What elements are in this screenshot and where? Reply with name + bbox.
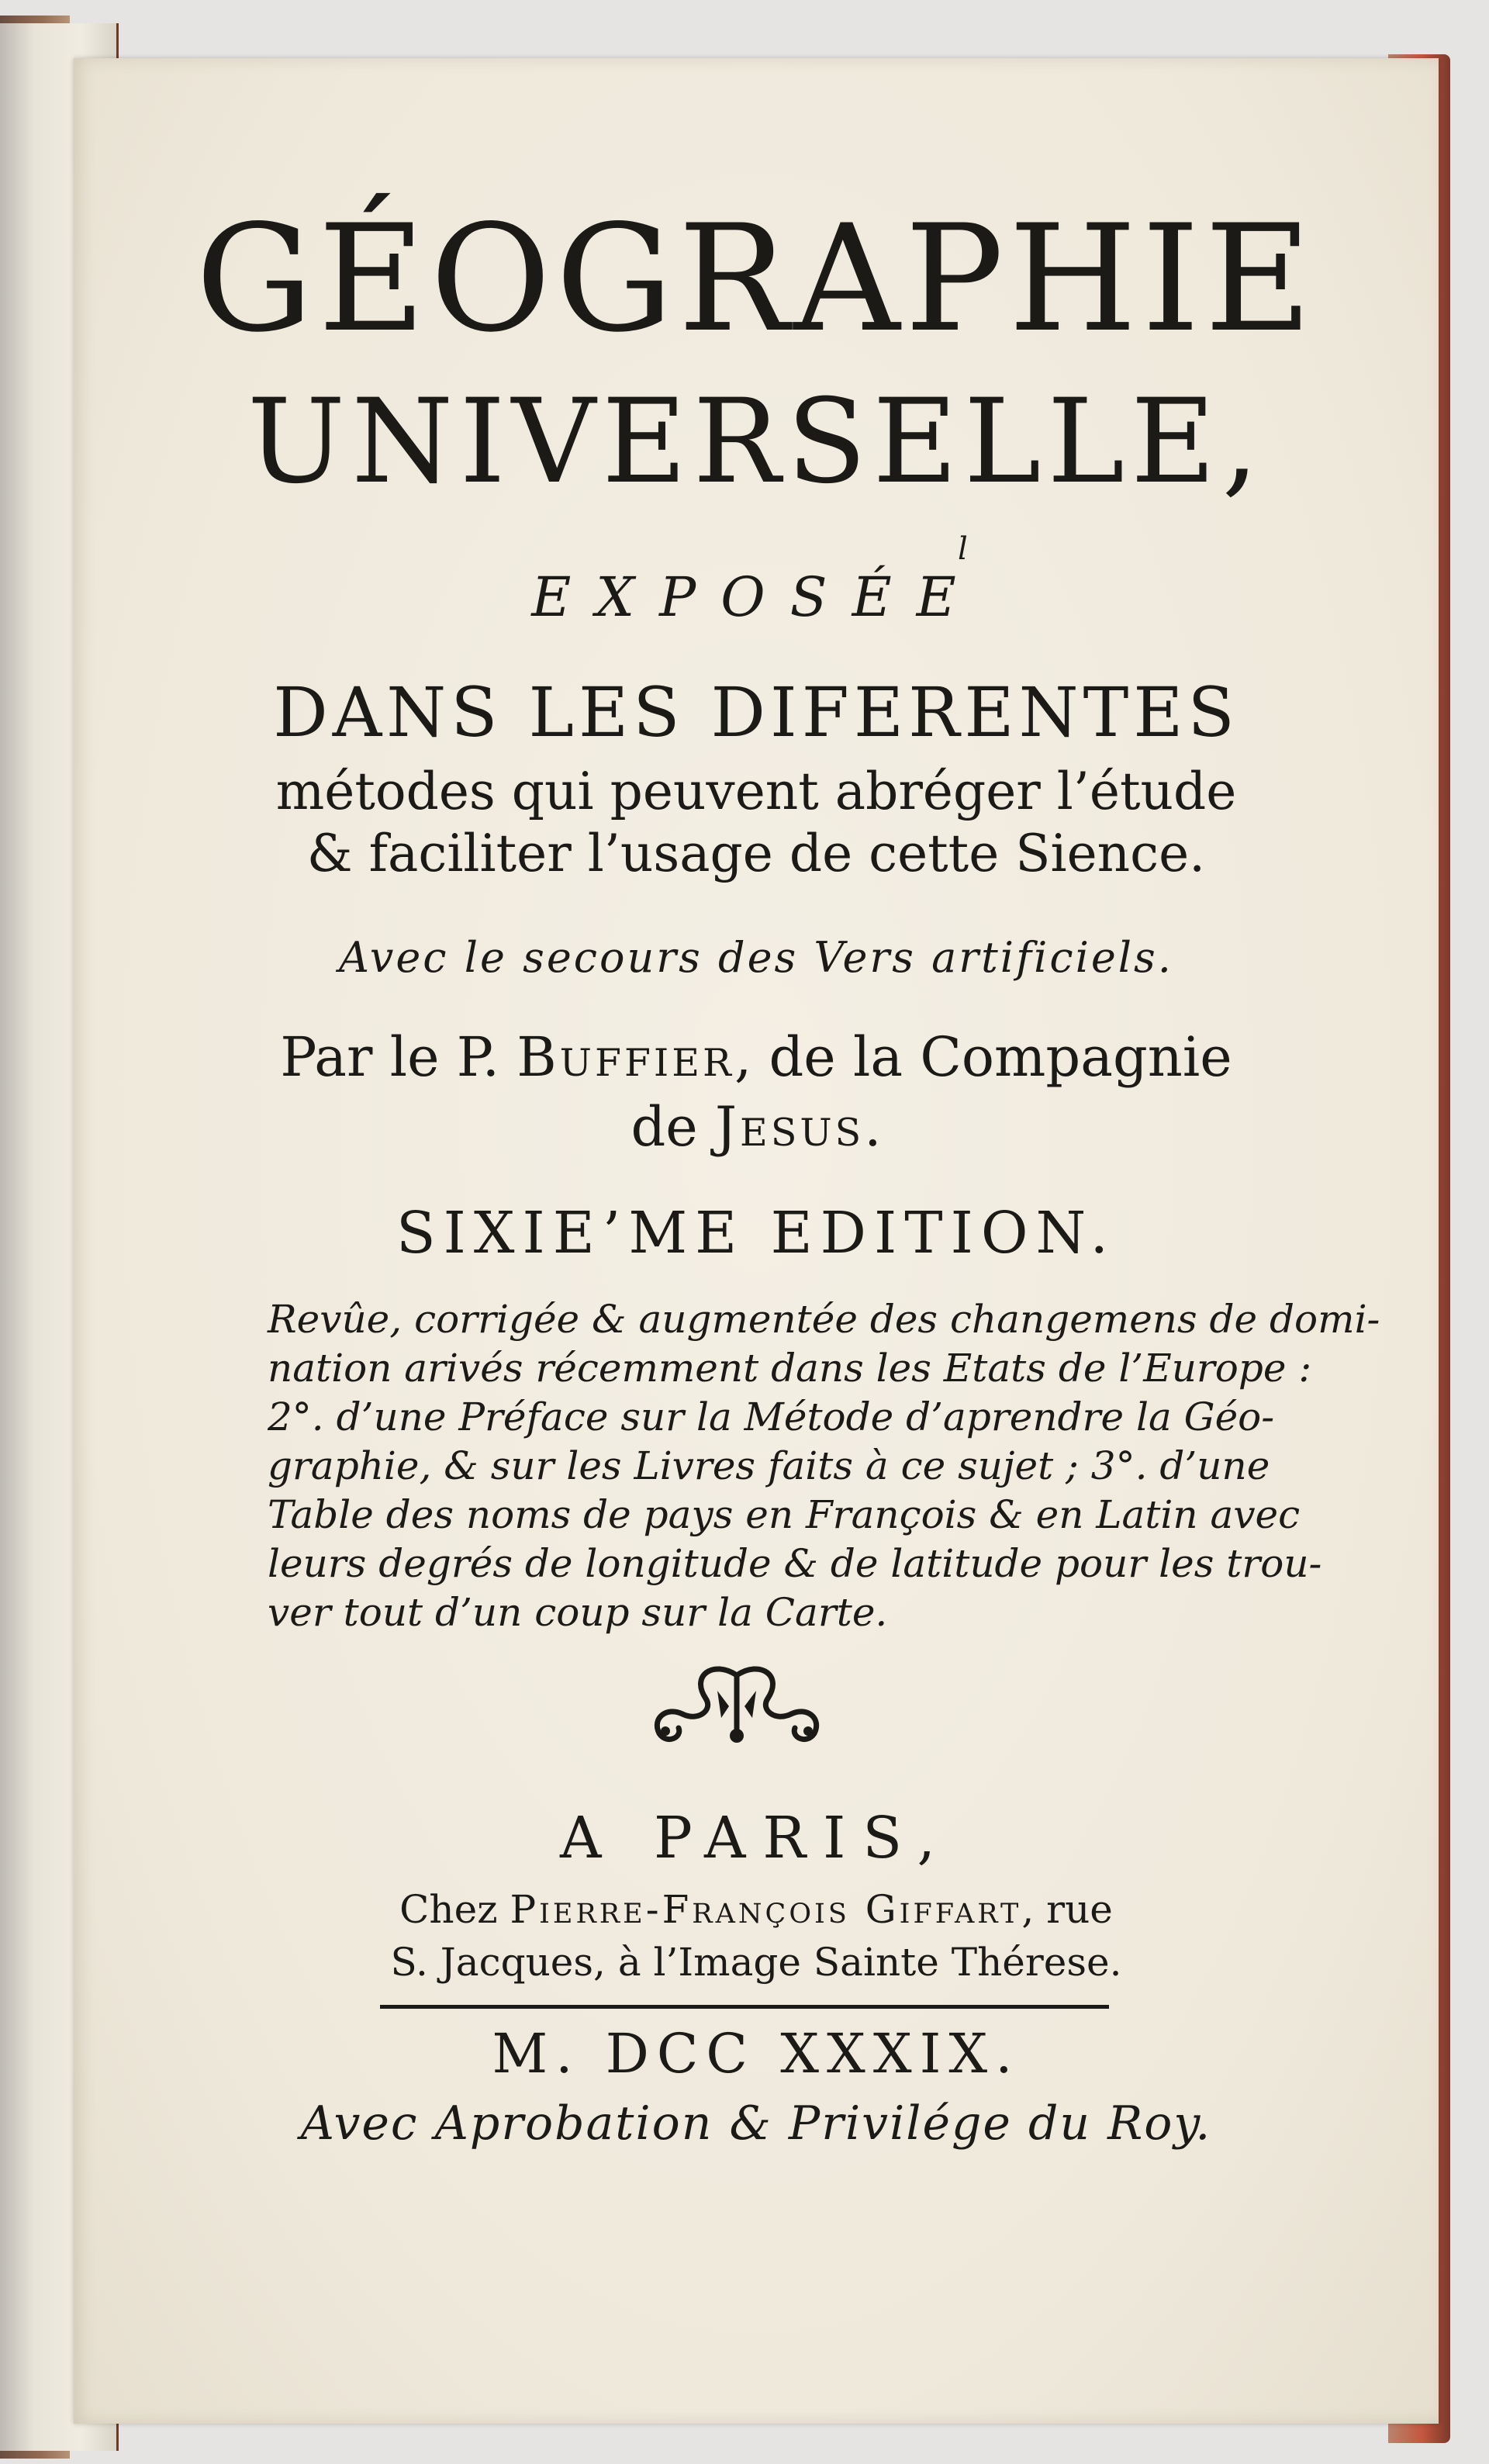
dans-line: DANS LES DIFERENTES [273,672,1239,752]
secours-line: Avec le secours des Vers artificiels. [339,933,1173,982]
title-line-2: UNIVERSELLE, [247,375,1266,510]
subtitle-line-1: métodes qui peuvent abréger l’étude [275,762,1237,821]
exposee-line: EXPOSÉE [531,565,981,629]
revision-note-line: 2°. d’une Préface sur la Métode d’aprendre la Géo- [268,1394,1275,1439]
author-line2-suffix: . [864,1095,882,1159]
title-line-1: GÉOGRAPHIE [195,193,1317,365]
revision-note-line: graphie, & sur les Livres faits à ce sujet ; 3°. d’une [268,1443,1270,1488]
year-line: M. DCC XXXIX. [492,2022,1021,2086]
title-page [74,58,1439,2424]
marginal-mark: l [958,531,968,567]
revision-note [268,1295,1380,1637]
revision-note-line: Revûe, corrigée & augmentée des changemens de domi- [268,1297,1380,1342]
revision-note-line: leurs degrés de longitude & de latitude pour les trou- [268,1541,1322,1586]
author-line-1 [74,1025,1439,1089]
revision-note-line: ver tout d’un coup sur la Carte. [268,1590,888,1635]
author-line-2 [74,1097,1439,1157]
publisher-suffix: , rue [1021,1887,1113,1932]
publisher-prefix: Chez [399,1887,510,1932]
horizontal-rule [380,2005,1109,2009]
approbation-line: Avec Aprobation & Privilége du Roy. [300,2096,1212,2151]
revision-note-line: Table des noms de pays en François & en Latin avec [268,1492,1301,1537]
publisher-line-1 [74,1889,1439,1931]
publisher-name: Pierre-François Giffart [510,1887,1022,1932]
edition-line: SIXIE’ME EDITION. [396,1200,1117,1267]
revision-note-line: nation arivés récemment dans les Etats de l’Europe : [268,1346,1312,1391]
author-name: Buffier [516,1025,734,1089]
subtitle-line-2: & faciliter l’usage de cette Sience. [306,824,1206,883]
society-name: Jesus [714,1095,865,1159]
author-prefix: Par le P. [280,1025,517,1089]
author-suffix: , de la Compagnie [734,1025,1232,1089]
publisher-line-2: S. Jacques, à l’Image Sainte Thérese. [390,1940,1122,1985]
author-line2-prefix: de [630,1095,715,1159]
printers-ornament-icon [644,1660,830,1753]
city-line: A PARIS, [560,1805,952,1871]
